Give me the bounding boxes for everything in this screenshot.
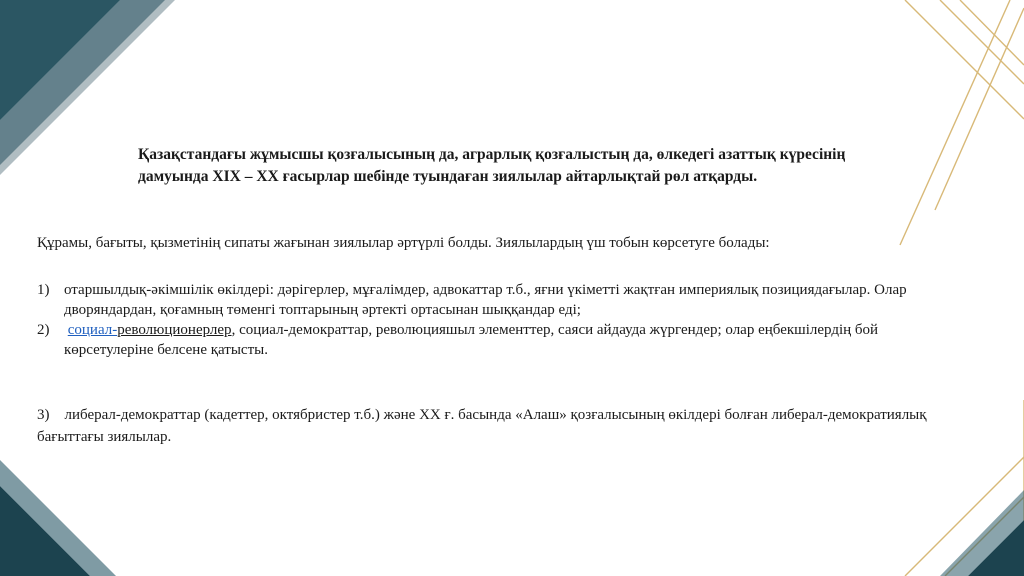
list-item-number: 2)	[37, 322, 50, 338]
top-right-gold-lines	[900, 0, 1024, 245]
intelligentsia-groups-list	[37, 280, 937, 360]
list-item	[37, 320, 937, 360]
list-item-number: 3)	[37, 407, 50, 423]
list-item-text-rest: , социал-демократтар, революцияшыл элементтер, саяси айдауда жүргендер; олар еңбекшілердің бой көрсетулеріне белсене қатысты.	[64, 322, 879, 358]
list-item	[37, 280, 937, 320]
list-item-text: отаршылдық-әкімшілік өкілдері: дәрігерлер, мұғалімдер, адвокаттар т.б., яғни үкіметті жақтған империялық позициядағылар. Олар дворяндардан, қоғамның төменгі топтарының әртекті ортасынан шыққандар еді;	[64, 282, 907, 318]
social-link[interactable]: социал-	[67, 322, 118, 338]
list-item-text	[64, 322, 878, 358]
list-item-number: 1)	[37, 282, 50, 298]
list-item-text: либерал-демократтар (кадеттер, октябристер т.б.) және XX ғ. басында «Алаш» қозғалысының өкілдері болған либерал-демократиялық бағыттағы зиялылар.	[37, 407, 927, 445]
intro-paragraph: Құрамы, бағыты, қызметінің сипаты жағынан зиялылар әртүрлі болды. Зиялылардың үш тобын көрсетуге болады:	[37, 235, 770, 251]
underlined-term: революционерлер	[117, 322, 232, 338]
item-3-paragraph	[37, 404, 937, 448]
slide-heading: Қазақстандағы жұмысшы қозғалысының да, аграрлық қозғалыстың да, өлкедегі азаттық күресінің дамуында XIX – XX ғасырлар шебінде туындаған зиялылар айтарлықтай рөл атқарды.	[138, 146, 846, 185]
